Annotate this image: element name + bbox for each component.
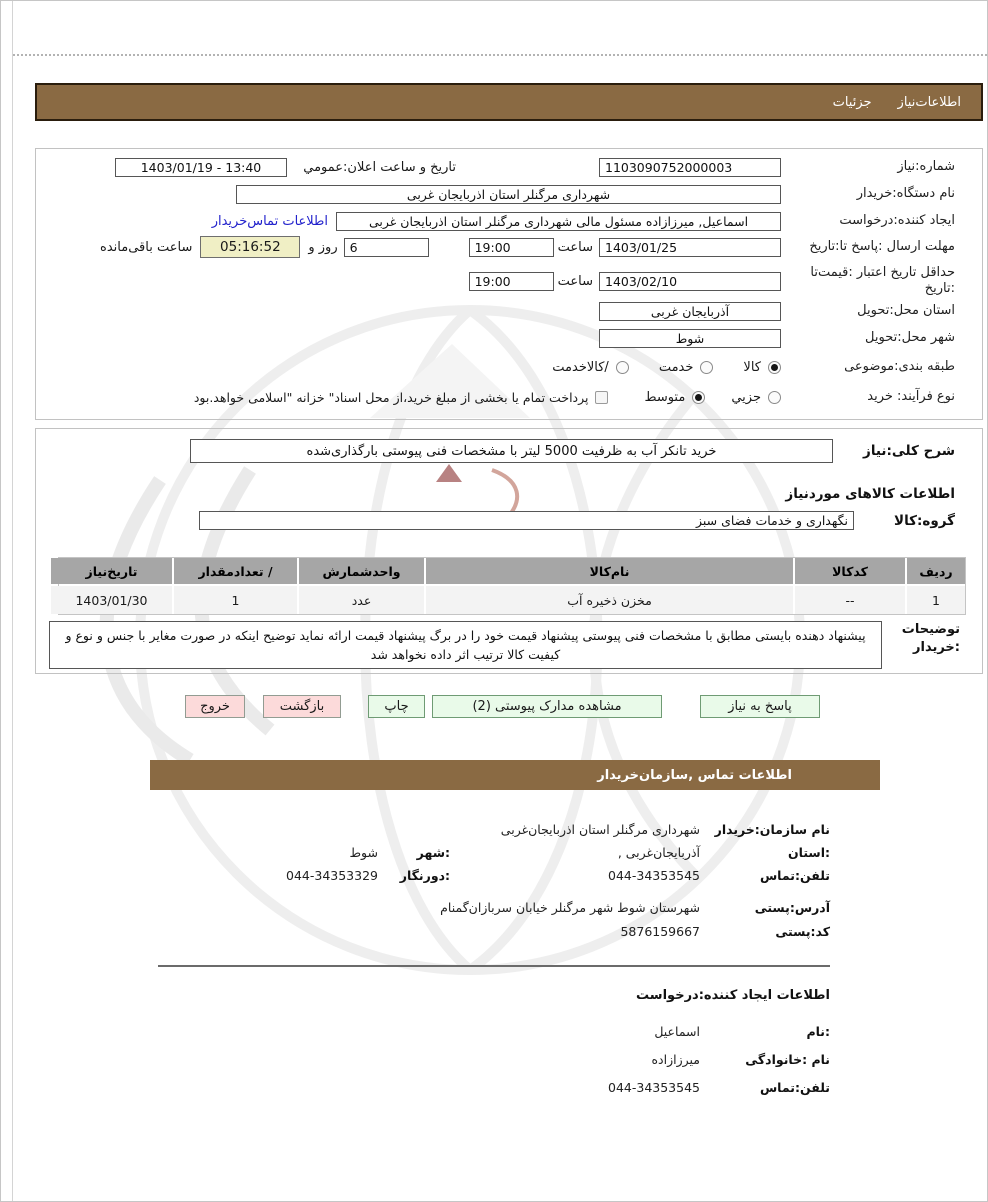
contact-postal-value: 5876159667 [620, 924, 700, 939]
creator-family-label: نام :خانوادگی [745, 1052, 830, 1067]
tab-details[interactable]: جزئیات [832, 94, 872, 110]
announce-field[interactable]: 1403/01/19 - 13:40 [115, 158, 287, 177]
delivery-city-field[interactable]: شوط [599, 329, 781, 348]
row-need-number [42, 157, 955, 177]
goods-group-field[interactable]: نگهداری و خدمات فضای سبز [199, 511, 854, 530]
contact-city-label: :شهر [416, 845, 450, 860]
cell-quantity: 1 [174, 586, 297, 614]
remaining-hours-label: ساعت باقی‌مانده [100, 239, 193, 255]
days-label: روز و [308, 239, 338, 255]
buyer-contact-link[interactable]: اطلاعات تماس‌خریدار [211, 213, 328, 229]
creator-phone-label: تلفن:تماس [759, 1080, 830, 1095]
treasury-checkbox[interactable] [595, 391, 608, 404]
radio-goods[interactable] [768, 361, 781, 374]
row-items-heading [42, 486, 955, 502]
radio-service-label: خدمت [658, 359, 694, 375]
radio-service[interactable] [700, 361, 713, 374]
creator-name-label: :نام [806, 1024, 830, 1039]
col-item-name: نام‌کالا [426, 558, 793, 584]
contact-fax-label: :دورنگار [399, 868, 450, 883]
contact-province-value: آذربایجان‌غربی , [617, 845, 700, 860]
buyer-org-field[interactable]: شهرداری مرگنلر استان اذربایجان غربی [236, 185, 781, 204]
creator-name-row [0, 1024, 988, 1042]
need-description-label: شرح کلی:نیاز [863, 443, 955, 459]
col-unit: واحدشمارش [299, 558, 424, 584]
radio-medium-label: متوسط [644, 389, 686, 405]
left-edge-line [12, 0, 13, 1202]
creator-family-row [0, 1052, 988, 1070]
creator-name-value: اسماعیل [654, 1024, 700, 1039]
cell-need-date: 1403/01/30 [51, 586, 172, 614]
contact-fax-value: 044-34353329 [286, 868, 378, 883]
top-menubar [35, 83, 983, 121]
treasury-checkbox-label: پرداخت تمام یا بخشی از مبلغ خرید،از محل اسناد" خزانه "اسلامی خواهد.بود [193, 389, 589, 405]
contact-city-value: شوط [349, 845, 378, 860]
tab-need-info[interactable]: اطلاعات‌نیاز [897, 94, 961, 110]
buyer-notes-label: توضیحات :خریدار [901, 622, 960, 655]
creator-family-value: میرزازاده [651, 1052, 700, 1067]
contact-province-label: :استان [787, 845, 830, 860]
contact-phone-value: 044-34353545 [608, 868, 700, 883]
delivery-province-label: استان محل:تحویل [857, 303, 955, 318]
creator-phone-row [0, 1080, 988, 1098]
radio-goods-service[interactable] [616, 361, 629, 374]
contact-address-value: شهرستان شوط شهر مرگنلر خیابان سربازان‌گمنام [440, 900, 700, 915]
contact-phone-row [0, 868, 988, 886]
row-buyer-notes [49, 621, 960, 669]
radio-minor[interactable] [768, 391, 781, 404]
validity-hour-label: ساعت [557, 273, 593, 289]
cell-unit: عدد [299, 586, 424, 614]
items-table-header [59, 558, 965, 584]
row-subject-category [42, 357, 955, 377]
row-request-creator [42, 211, 955, 231]
subject-category-label: طبقه بندی:موضوعی [844, 359, 955, 374]
row-delivery-province [42, 301, 955, 321]
validity-date-field[interactable]: 1403/02/10 [599, 272, 781, 291]
remaining-days-field[interactable]: 6 [344, 238, 429, 257]
radio-medium[interactable] [692, 391, 705, 404]
contact-address-row [0, 900, 988, 918]
process-type-label: نوع فرآیند: خرید [867, 389, 955, 404]
buyer-notes-field[interactable]: پیشنهاد دهنده بایستی مطابق با مشخصات فنی پیوستی پیشنهاد قیمت خود را در برگ پیشنهاد قیمت ارائه نماید توضیح اینکه در صورت مغایر با جنس و نوع و کیفیت کالا ترتیب اثر داده نخواهد شد [49, 621, 882, 669]
countdown-timer: 05:16:52 [200, 236, 300, 258]
deadline-hour-label: ساعت [557, 239, 593, 255]
creator-phone-value: 044-34353545 [608, 1080, 700, 1095]
buyer-contact-bar-title: اطلاعات تماس ,سازمان‌خریدار [597, 767, 792, 783]
section-divider [158, 965, 830, 967]
row-need-description [42, 439, 955, 463]
items-heading: اطلاعات کالاهای موردنیاز [785, 486, 955, 502]
buyer-org-label: نام دستگاه:خریدار [856, 186, 955, 201]
radio-goods-label: کالا [743, 359, 761, 375]
cell-row-number: 1 [907, 586, 965, 614]
request-creator-label: ایجاد کننده:درخواست [839, 213, 955, 228]
col-row-number: ردیف [907, 558, 965, 584]
row-validity [42, 264, 955, 298]
need-summary-panel [35, 148, 983, 420]
items-table [58, 557, 966, 615]
org-name-label: نام سازمان:خریدار [714, 822, 830, 837]
need-description-field[interactable]: خرید تانکر آب به ظرفیت 5000 لیتر با مشخصات فنی پیوستی بارگذاری‌شده [190, 439, 833, 463]
delivery-province-field[interactable]: آذربایجان غربی [599, 302, 781, 321]
org-name-value: شهرداری مرگنلر استان اذربایجان‌غربی [500, 822, 700, 837]
row-goods-group [42, 511, 955, 530]
contact-postal-row [0, 924, 988, 942]
col-item-code: کدکالا [795, 558, 905, 584]
row-deadline [42, 237, 955, 257]
goods-group-label: گروه:کالا [894, 512, 955, 529]
validity-time-field[interactable]: 19:00 [469, 272, 554, 291]
cell-item-name: مخزن ذخیره آب [426, 586, 793, 614]
contact-phone-label: تلفن:تماس [759, 868, 830, 883]
need-number-label: شماره:نیاز [897, 159, 955, 174]
dotted-separator [13, 54, 987, 56]
contact-postal-label: کد:پستی [775, 924, 830, 939]
announce-label: تاریخ و ساعت اعلان:عمومي [303, 159, 456, 175]
row-process-type [42, 387, 955, 407]
need-detail-panel [35, 428, 983, 674]
contact-province-row [0, 845, 988, 863]
print-button[interactable]: چاپ [368, 695, 425, 718]
respond-button[interactable]: پاسخ به نیاز [700, 695, 820, 718]
request-creator-field[interactable]: اسماعیل, میرزازاده مسئول مالی شهرداری مرگنلر استان اذربایجان غربی [336, 212, 781, 231]
deadline-time-field[interactable]: 19:00 [469, 238, 554, 257]
col-quantity: / تعدادمقدار [174, 558, 297, 584]
need-number-field[interactable]: 1103090752000003 [599, 158, 781, 177]
contact-org-row [0, 822, 988, 840]
validity-label: حداقل تاریخ اعتبار :قیمت‌تا :تاریخ [810, 265, 955, 296]
deadline-date-field[interactable]: 1403/01/25 [599, 238, 781, 257]
contact-address-label: آدرس:پستی [754, 900, 830, 915]
creator-section-heading: اطلاعات ایجاد کننده:درخواست [636, 988, 830, 1003]
view-attachments-button[interactable]: مشاهده مدارک پیوستی (2) [432, 695, 662, 718]
exit-button[interactable]: خروج [185, 695, 245, 718]
table-row[interactable] [59, 584, 965, 614]
back-button[interactable]: بازگشت [263, 695, 341, 718]
row-delivery-city [42, 328, 955, 348]
buyer-contact-bar [150, 760, 880, 790]
col-need-date: تاریخ‌نیاز [51, 558, 172, 584]
row-buyer-org [42, 184, 955, 204]
radio-minor-label: جزیي [731, 389, 761, 405]
radio-goods-service-label: /کالاخدمت [552, 359, 609, 375]
delivery-city-label: شهر محل:تحویل [865, 330, 955, 345]
cell-item-code: -- [795, 586, 905, 614]
deadline-label: مهلت ارسال :پاسخ تا:تاریخ [809, 239, 955, 254]
